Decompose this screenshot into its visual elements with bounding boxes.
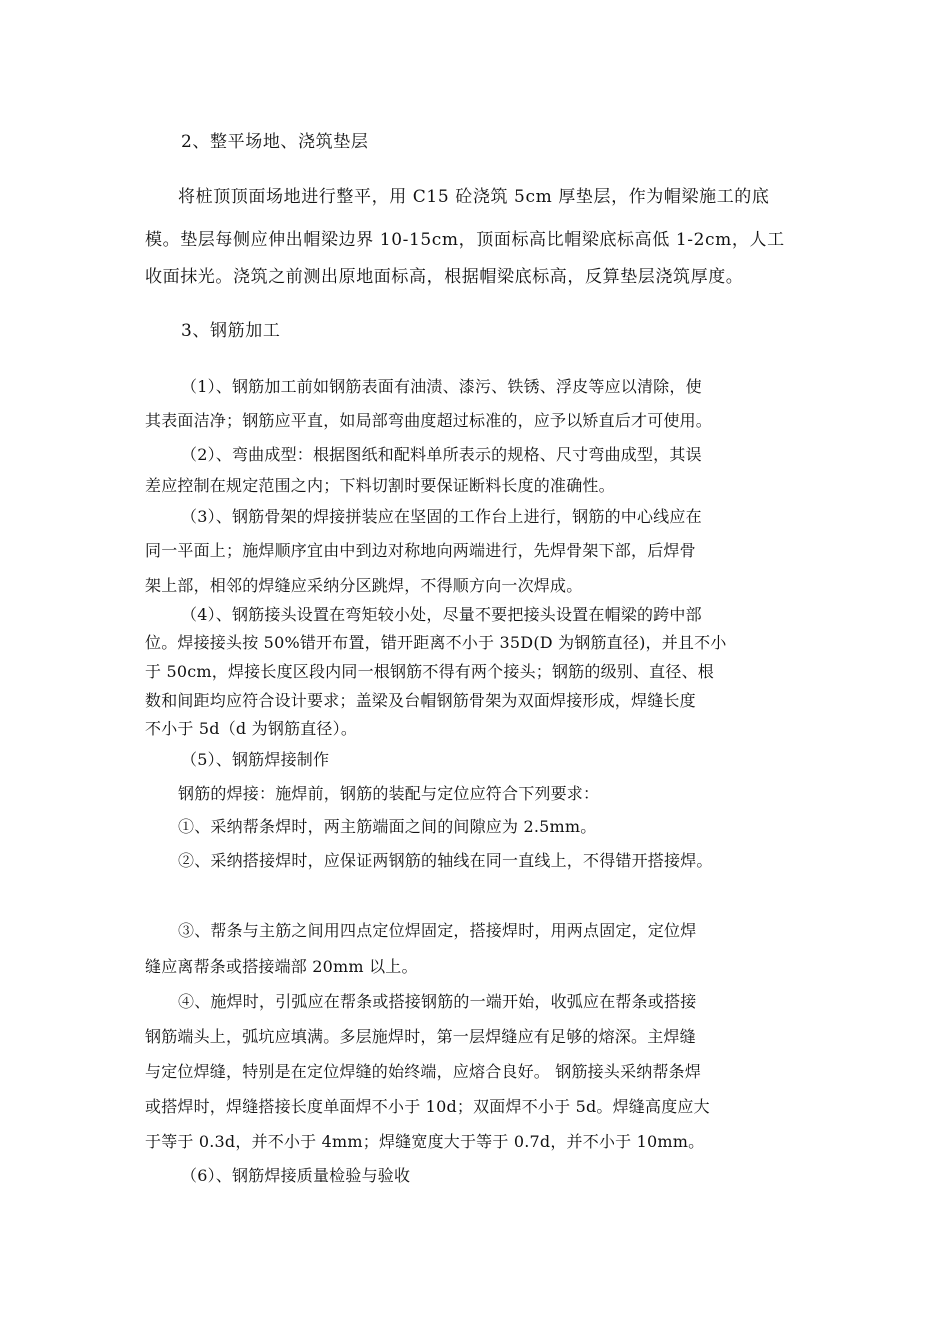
text-line: （2）、弯曲成型：根据图纸和配料单所表示的规格、尺寸弯曲成型，其误 (181, 445, 702, 464)
section-heading-2: 2、整平场地、浇筑垫层 (181, 132, 369, 152)
text-line: 与定位焊缝，特别是在定位焊缝的始终端，应熔合良好。 钢筋接头采纳帮条焊 (145, 1062, 702, 1081)
item-6-heading: （6）、钢筋焊接质量检验与验收 (181, 1166, 411, 1185)
text-line: （3）、钢筋骨架的焊接拼装应在坚固的工作台上进行，钢筋的中心线应在 (181, 507, 702, 526)
text-line: 其表面洁净；钢筋应平直，如局部弯曲度超过标准的，应予以矫直后才可使用。 (145, 411, 713, 430)
text-line: ③、帮条与主筋之间用四点定位焊固定，搭接焊时，用两点固定，定位焊 (178, 921, 697, 940)
text-line: （4）、钢筋接头设置在弯矩较小处，尽量不要把接头设置在帽梁的跨中部 (181, 605, 702, 624)
text-line: 不小于 5d（d 为钢筋直径）。 (145, 719, 358, 738)
text-line: 于 50cm，焊接长度区段内同一根钢筋不得有两个接头；钢筋的级别、直径、根 (145, 662, 714, 681)
text-line: 差应控制在规定范围之内；下料切割时要保证断料长度的准确性。 (145, 476, 615, 495)
text-line: 钢筋端头上，弧坑应填满。多层施焊时，第一层焊缝应有足够的熔深。主焊缝 (145, 1027, 696, 1046)
text-line: 于等于 0.3d，并不小于 4mm；焊缝宽度大于等于 0.7d，并不小于 10mm。 (145, 1132, 705, 1151)
text-line: （1）、钢筋加工前如钢筋表面有油渍、漆污、铁锈、浮皮等应以清除，使 (181, 377, 702, 396)
text-line: 缝应离帮条或搭接端部 20mm 以上。 (145, 957, 418, 976)
requirement-1: ①、采纳帮条焊时，两主筋端面之间的间隙应为 2.5mm。 (178, 817, 597, 836)
text-line: 数和间距均应符合设计要求；盖梁及台帽钢筋骨架为双面焊接形成，焊缝长度 (145, 691, 696, 710)
text-line: 收面抹光。浇筑之前测出原地面标高，根据帽梁底标高，反算垫层浇筑厚度。 (145, 267, 744, 287)
text-line: 架上部，相邻的焊缝应采纳分区跳焊，不得顺方向一次焊成。 (145, 576, 583, 595)
text-line: 模。垫层每侧应伸出帽梁边界 10-15cm，顶面标高比帽梁底标高低 1-2cm，人工 (145, 230, 785, 250)
text-line: ④、施焊时，引弧应在帮条或搭接钢筋的一端开始，收弧应在帮条或搭接 (178, 992, 697, 1011)
weld-intro: 钢筋的焊接：施焊前，钢筋的装配与定位应符合下列要求： (178, 784, 600, 803)
requirement-2: ②、采纳搭接焊时，应保证两钢筋的轴线在同一直线上，不得错开搭接焊。 (178, 851, 713, 870)
text-line: 位。焊接接头按 50%错开布置，错开距离不小于 35D(D 为钢筋直径)，并且不小 (145, 633, 727, 652)
item-5-heading: （5）、钢筋焊接制作 (181, 750, 330, 769)
section-heading-3: 3、钢筋加工 (181, 321, 281, 341)
text-line: 将桩顶顶面场地进行整平，用 C15 砼浇筑 5cm 厚垫层，作为帽梁施工的底 (178, 187, 770, 207)
text-line: 或搭焊时，焊缝搭接长度单面焊不小于 10d；双面焊不小于 5d。焊缝高度应大 (145, 1097, 710, 1116)
text-line: 同一平面上；施焊顺序宜由中到边对称地向两端进行，先焊骨架下部，后焊骨 (145, 541, 696, 560)
